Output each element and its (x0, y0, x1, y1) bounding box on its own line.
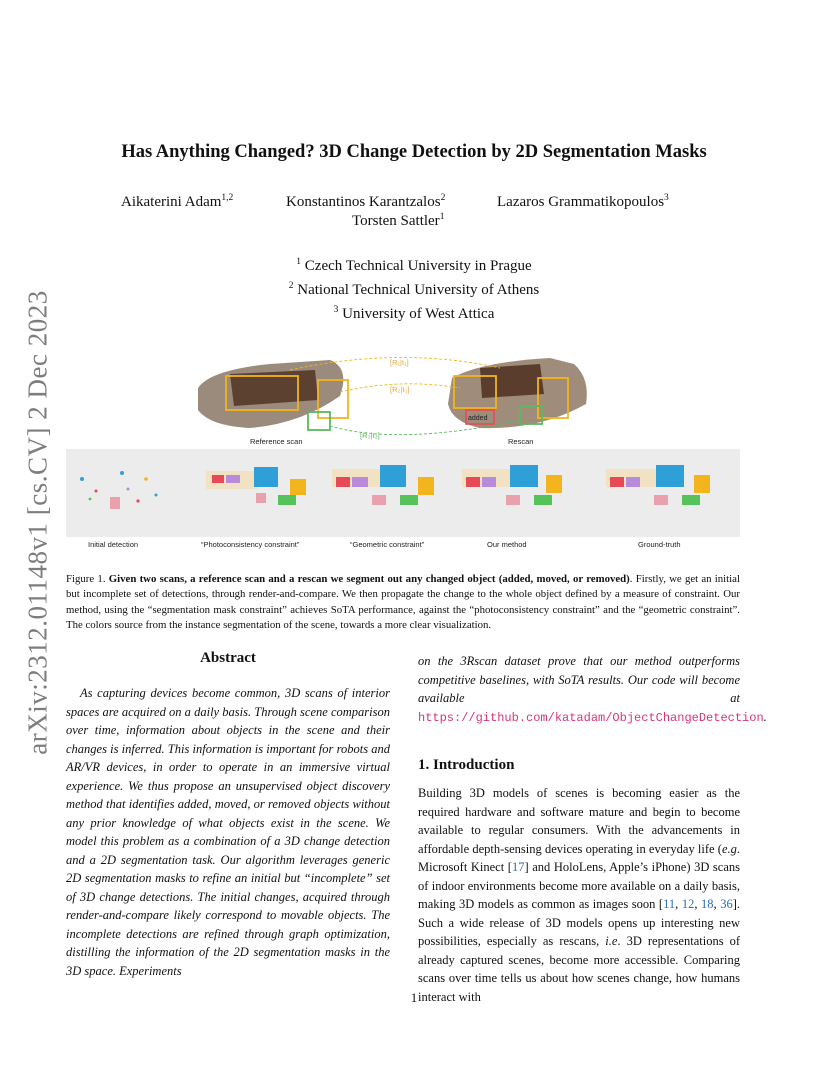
figure-caption: Figure 1. Given two scans, a reference scan and a rescan we segment out any changed object (added, moved, or removed). Firstly, we get an initial but incomplete set of detections, through render-and-compare. We then propagate the change to the whole object defined by a measure of constraint. Our method, using the “segmentation mask constraint” achieves SoTA performance, against the “photoconsistency constraint” and the “geometric constraint”. The colors source from the instance segmentation of the scene, towards a more clear visualization. (66, 572, 740, 632)
panel-label-ground-truth: Ground-truth (638, 540, 681, 549)
author-4: Torsten Sattler$^1$ (352, 212, 445, 229)
arxiv-identifier-text: arXiv:2312.01148v1 [cs.CV] 2 Dec 2023 (22, 289, 53, 755)
transform-label-3: [R₃|t₃] (360, 431, 380, 440)
transform-label-1: [R₁|t₁] (390, 358, 409, 367)
abstract-continued: on the 3Rscan dataset prove that our method outperforms competitive baselines, with SoTA results. Our code will become available at https://github.com/katadam/ObjectChangeDetection. (418, 654, 767, 725)
arxiv-identifier (22, 289, 54, 755)
abstract-heading: Abstract (200, 650, 256, 666)
citation-link[interactable]: 17 (511, 860, 525, 874)
affiliation-3: $^3$ University of West Attica (333, 305, 495, 322)
author-1: Aikaterini Adam$^{1,2}$ (121, 193, 234, 210)
added-label: added (468, 415, 488, 422)
panel-label-our-method: Our method (487, 540, 527, 549)
affiliations (0, 252, 828, 324)
transform-label-2: [R₂|t₂] (390, 385, 410, 394)
figure-results (66, 449, 740, 553)
citation-link[interactable]: 12 (681, 897, 695, 911)
reference-scan-label: Reference scan (250, 437, 303, 446)
reference-box-green (308, 412, 330, 430)
results-background (66, 449, 740, 537)
left-column (66, 650, 390, 980)
paper-title: Has Anything Changed? 3D Change Detection by 2D Segmentation Masks (121, 142, 707, 162)
panel-label-initial: Initial detection (88, 540, 139, 549)
figure-scans (190, 348, 610, 448)
right-column (418, 652, 767, 1006)
page-number: 1 (410, 990, 418, 1005)
affiliation-1: $^1$ Czech Technical University in Prague (296, 257, 532, 274)
panel-label-photoconsistency: “Photoconsistency constraint” (201, 540, 300, 549)
citation-link[interactable]: 36 (720, 897, 733, 911)
abstract-text: As capturing devices become common, 3D scans of interior spaces are acquired on a daily basis. Through scene comparison over time, information about objects in the scene and their changes is inferred. This information is important for robots and AR/VR devices, in order to operate in an immersive virtual experience. We thus propose an unsupervised object discovery method that identifies added, moved, or removed objects without any prior knowledge of what objects exist in the scene. We model this problem as a combination of a 3D change detection and a 2D segmentation task. Our algorithm leverages generic 2D segmentation masks to refine an initial but “incomplete” set of 3D change detections. The initial changes, acquired through render-and-compare likely correspond to movable objects. The incomplete detections are refined through graph optimization, distilling the information of the 2D segmentation masks in the 3D space. Experiments (66, 686, 390, 978)
rescan-furniture (480, 364, 544, 398)
author-3: Lazaros Grammatikopoulos$^3$ (497, 193, 669, 210)
citation-link[interactable]: 18 (701, 897, 714, 911)
author-2: Konstantinos Karantzalos$^2$ (286, 193, 446, 210)
rescan-label: Rescan (508, 437, 534, 446)
panel-label-geometric: “Geometric constraint” (350, 540, 425, 549)
citation-link[interactable]: 11 (663, 897, 676, 911)
code-link[interactable]: https://github.com/katadam/ObjectChangeDetection (418, 710, 764, 725)
affiliation-2: $^2$ National Technical University of Athens (288, 281, 540, 298)
introduction-heading: 1. Introduction (418, 757, 515, 773)
introduction-text: Building 3D models of scenes is becoming easier as the required hardware and software mature and begin to become available to regular consumers. With the advancements in affordable depth-sensing devices operating in everyday life (e.g. Microsoft Kinect [17] and HoloLens, Apple’s iPhone) 3D scans of indoor environments become more available on a daily basis, making 3D models as common as images soon [11, 12, 18, 36]. Such a wide release of 3D models opens up interesting new possibilities, especially as rescans, i.e. 3D representations of already captured scenes, become more accessible. Comparing scans over time tells us about how scenes change, how humans interact with (418, 786, 741, 1004)
